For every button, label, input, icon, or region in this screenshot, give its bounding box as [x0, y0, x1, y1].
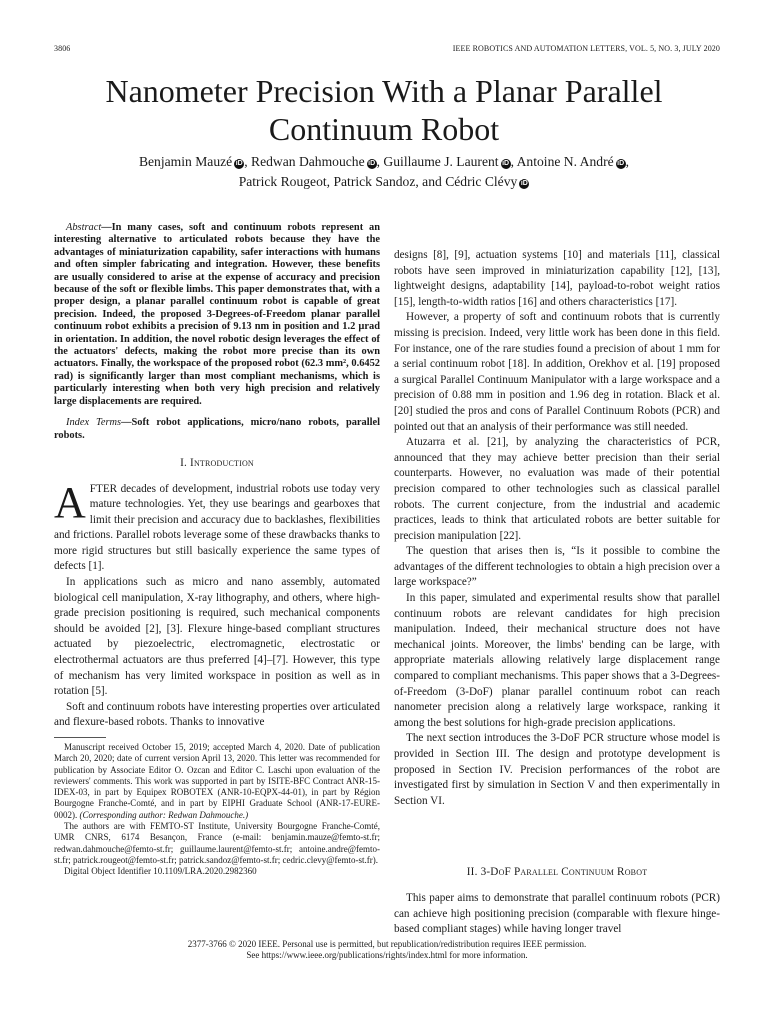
affiliation-note: The authors are with FEMTO-ST Institute, University Bourgogne Franche-Comté, UMR CNRS, 6174 Besançon, France (e-mail: benjamin.mauze@femto-st.fr; redwan.dahmouche@femto-st.fr; guillaume.laurent@femto-st.fr; antoine.andre@femto-st.fr; patrick.rougeot@femto-st.fr; patrick.sandoz@femto-st.fr; cedric.clevy@femto-st.fr). [54, 821, 380, 865]
section-heading-2 [394, 865, 720, 881]
page-number: 3806 [54, 44, 71, 53]
intro-paragraph-1 [54, 477, 380, 576]
section-title: Introduction [190, 456, 254, 469]
index-terms-label: Index Terms [66, 417, 122, 429]
author-separator: , [625, 154, 630, 169]
right-column [394, 248, 720, 938]
corresponding-author: (Corresponding author: Redwan Dahmouche.) [79, 809, 249, 820]
section-title: 3-DoF Parallel Continuum Robot [480, 866, 648, 879]
section-number: II. [466, 866, 478, 879]
copyright-line: 2377-3766 © 2020 IEEE. Personal use is permitted, but republication/redistribution requires IEEE permission. [187, 939, 587, 949]
orcid-icon[interactable]: iD [617, 160, 625, 167]
abstract [54, 222, 380, 408]
left-column [54, 222, 380, 878]
orcid-icon[interactable]: iD [368, 160, 376, 167]
intro-text: FTER decades of development, industrial robots use today very mature technologies. Yet, they use bearings and gearboxes that limit their precision and accuracy due to backlashes, flexibilities and frictions. Parallel robots leverage some of these drawbacks thanks to more rigid structures but still basically experience the same types of defects [1]. [54, 482, 380, 573]
drop-cap: A [54, 477, 86, 527]
body-paragraph-2: However, a property of soft and continuum robots that is currently missing is precision. Indeed, very little work has been done in this field. For instance, one of the rare studies found a precision of about 1 mm for a serial continuum robot [18]. In addition, Orekhov et al. [19] proposed a surgical Parallel Continuum Manipulator with a large workspace and a precision of 0.88 mm in position and 1.96 deg in rotation. Black et al. [20] studied the pros and cons of Parallel Continuum Robots (PCR) and pointed out that an analysis of their performance was still needed. [394, 311, 720, 433]
body-paragraph-3: Atuzarra et al. [21], by analyzing the characteristics of PCR, announced that they may achieve better precision than their serial counterparts. However, no evaluation was made of their potential precision compared to other technologies such as classical parallel robots. The current conjecture, from the industrial and academic practices, leads to think that articulated robots are better suitable for precision manipulation [22]. [394, 436, 720, 542]
orcid-icon[interactable]: iD [235, 160, 243, 167]
orcid-icon[interactable]: iD [502, 160, 510, 167]
body-paragraph-4: The question that arises then is, “Is it possible to combine the advantages of the different technologies to obtain a high precision over a large workspace?” [394, 545, 720, 589]
manuscript-note [54, 742, 380, 821]
paper-title: Nanometer Precision With a Planar Parallel Continuum Robot [105, 73, 663, 147]
footnote-rule [54, 737, 106, 738]
orcid-icon[interactable]: iD [520, 180, 528, 187]
section-number: I. [180, 456, 188, 469]
body-paragraph-5: In this paper, simulated and experimental results show that parallel continuum robots are relevant candidates for high precision manipulation. Indeed, their mechanical structure does not have mechanical joints. Moreover, the limbs' bending can be large, with appropriate materials allowing relatively large displacement range compared to compliant mechanisms. This paper shows that a 3-Degrees-of-Freedom (3-DoF) planar parallel continuum robot can reach nanometer precision along a relatively large workspace, ranking it among the best solutions for high-grade precision applications. [394, 592, 720, 729]
body-paragraph-7: This paper aims to demonstrate that parallel continuum robots (PCR) can achieve high positioning precision (comparable with flexure hinge-based compliant stages) while having longer travel [394, 891, 720, 936]
journal-header: IEEE ROBOTICS AND AUTOMATION LETTERS, VOL. 5, NO. 3, JULY 2020 [452, 44, 720, 53]
body-paragraph-6: The next section introduces the 3-DoF PCR structure whose model is provided in Section III. The design and prototype development is proposed in Section IV. Precision performances of the robot are investigated first by simulation in Section V and then experimentally in Section VI. [394, 732, 720, 807]
doi-note: Digital Object Identifier 10.1109/LRA.2020.2982360 [64, 866, 257, 877]
intro-paragraph-3: Soft and continuum robots have interesting properties over articulated and flexure-based robots. Thanks to innovative [54, 700, 380, 729]
author-name: , Antoine N. André [510, 154, 614, 169]
intro-paragraph-2: In applications such as micro and nano assembly, automated biological cell manipulation, X-ray lithography, and others, where high-grade precision positioning is required, such mechanical components should be avoided [2], [3]. Flexure hinge-based compliant structures actuated by piezoelectric, electromagnetic, electrostatic or electrothermal actuators are thus preferred [4]–[7]. However, this type of mechanism has very limited workspace in position as well as in rotation [5]. [54, 576, 380, 698]
author-name: Benjamin Mauzé [138, 154, 233, 169]
index-terms-text: —Soft robot applications, micro/nano robots, parallel robots. [54, 417, 381, 441]
index-terms [54, 417, 380, 442]
section-heading-introduction [54, 456, 380, 472]
abstract-label: Abstract [66, 222, 102, 233]
author-name: Patrick Rougeot, Patrick Sandoz, and Cédric Clévy [238, 174, 518, 189]
body-paragraph-1: designs [8], [9], actuation systems [10] and materials [11], classical robots have seen improved in miniaturization capability [12], [13], lightweight designs, adaptability [14], payload-to-robot weight ratios [15], length-to-width ratios [16] and others characteristics [17]. [394, 249, 720, 308]
rights-url-line[interactable]: See https://www.ieee.org/publications/rights/index.html for more information. [246, 950, 528, 960]
footnote [54, 742, 380, 878]
copyright-footer [54, 939, 720, 961]
author-name: , Redwan Dahmouche [244, 154, 365, 169]
manuscript-note-text: Manuscript received October 15, 2019; accepted March 4, 2020. Date of publication March 20, 2020; date of current version April 13, 2020. This letter was recommended for publication by Associate Editor O. Ozcan and Editor C. Laschi upon evaluation of the reviewers' comments. This work was supported in part by ISITE-BFC Contract ANR-15-IDEX-03, in part by Equipex ROBOTEX (ANR-10-EQPX-44-01), in part by Région Bourgogne Franche-Comté, and in part by EIPHI Graduate School (ANR-17-EURE-0002). [54, 742, 380, 820]
author-list [40, 152, 728, 192]
author-name: , Guillaume J. Laurent [376, 154, 499, 169]
abstract-text: —In many cases, soft and continuum robots represent an interesting alternative to articulated robots because they have the advantages of miniaturization capability, safer interactions with humans and often simpler fabricating and integration. However, these benefits are usually considered to arise at the expense of accuracy and precision because of the soft or flexible limbs. This paper demonstrates that, with a proper design, a planar parallel continuum robot is capable of great precision. Indeed, the proposed 3-Degrees-of-Freedom planar parallel continuum robot exhibits a precision of 9.13 nm in position and 1.2 µrad in orientation. In addition, the novel robotic design leverages the effect of the actuators' defects, making the robot more precise than its own actuators. Finally, the workspace of the proposed robot (62.3 mm², 0.6452 rad) is significantly larger than most compliant mechanisms, which is particularly interesting when both very high precision and relatively large displacements are required. [54, 222, 380, 407]
